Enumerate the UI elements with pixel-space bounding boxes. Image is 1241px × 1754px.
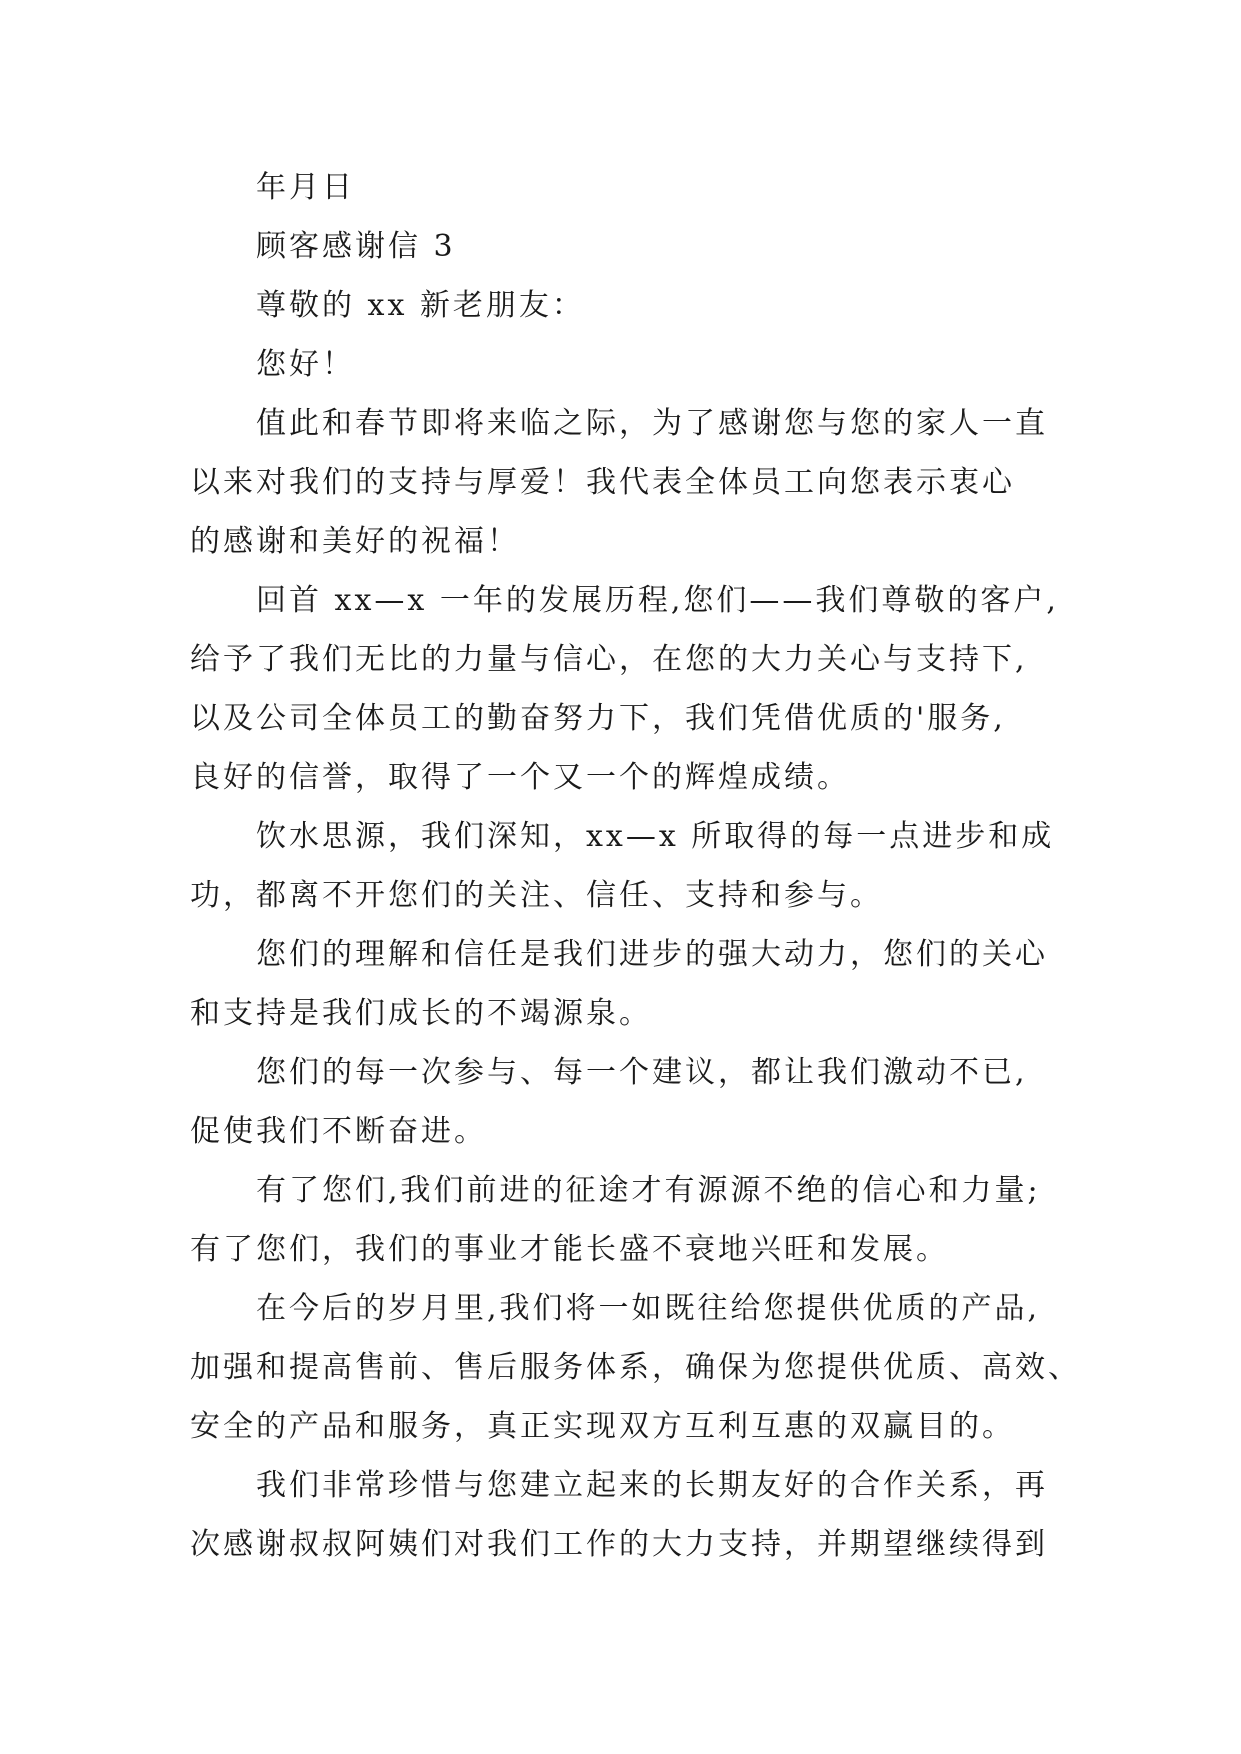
paragraph-line: 以来对我们的支持与厚爱！我代表全体员工向您表示衷心 (190, 465, 1015, 500)
paragraph-line: 我们非常珍惜与您建立起来的长期友好的合作关系，再 (256, 1468, 1048, 1503)
paragraph-line: 次感谢叔叔阿姨们对我们工作的大力支持，并期望继续得到 (190, 1527, 1048, 1562)
paragraph-line: 功，都离不开您们的关注、信任、支持和参与。 (190, 878, 883, 913)
paragraph-line: 您们的每一次参与、每一个建议，都让我们激动不已, (256, 1055, 1028, 1090)
paragraph-line: 有了您们，我们的事业才能长盛不衰地兴旺和发展。 (190, 1232, 949, 1267)
paragraph-line: 值此和春节即将来临之际，为了感谢您与您的家人一直 (256, 406, 1048, 441)
paragraph-line: 的感谢和美好的祝福！ (190, 524, 520, 559)
paragraph-line: 良好的信誉，取得了一个又一个的辉煌成绩。 (190, 760, 850, 795)
greeting: 您好！ (256, 347, 355, 382)
paragraph-line: 饮水思源，我们深知，xx—x 所取得的每一点进步和成 (256, 819, 1055, 854)
paragraph-line: 以及公司全体员工的勤奋努力下，我们凭借优质的'服务, (190, 701, 1006, 736)
letter-body (190, 158, 1081, 1574)
letter-title: 顾客感谢信 3 (256, 229, 456, 264)
paragraph-line: 安全的产品和服务，真正实现双方互利互惠的双赢目的。 (190, 1409, 1015, 1444)
date-line: 年月日 (256, 170, 355, 205)
paragraph-line: 您们的理解和信任是我们进步的强大动力，您们的关心 (256, 937, 1048, 972)
paragraph-line: 和支持是我们成长的不竭源泉。 (190, 996, 652, 1031)
paragraph-line: 有了您们,我们前进的征途才有源源不绝的信心和力量; (256, 1173, 1041, 1208)
paragraph-line: 在今后的岁月里,我们将一如既往给您提供优质的产品, (256, 1291, 1041, 1326)
salutation: 尊敬的 xx 新老朋友： (256, 288, 585, 323)
paragraph-line: 加强和提高售前、售后服务体系，确保为您提供优质、高效、 (190, 1350, 1081, 1385)
paragraph-line: 回首 xx—x 一年的发展历程,您们——我们尊敬的客户, (256, 583, 1059, 618)
paragraph-line: 给予了我们无比的力量与信心，在您的大力关心与支持下, (190, 642, 1028, 677)
paragraph-line: 促使我们不断奋进。 (190, 1114, 487, 1149)
